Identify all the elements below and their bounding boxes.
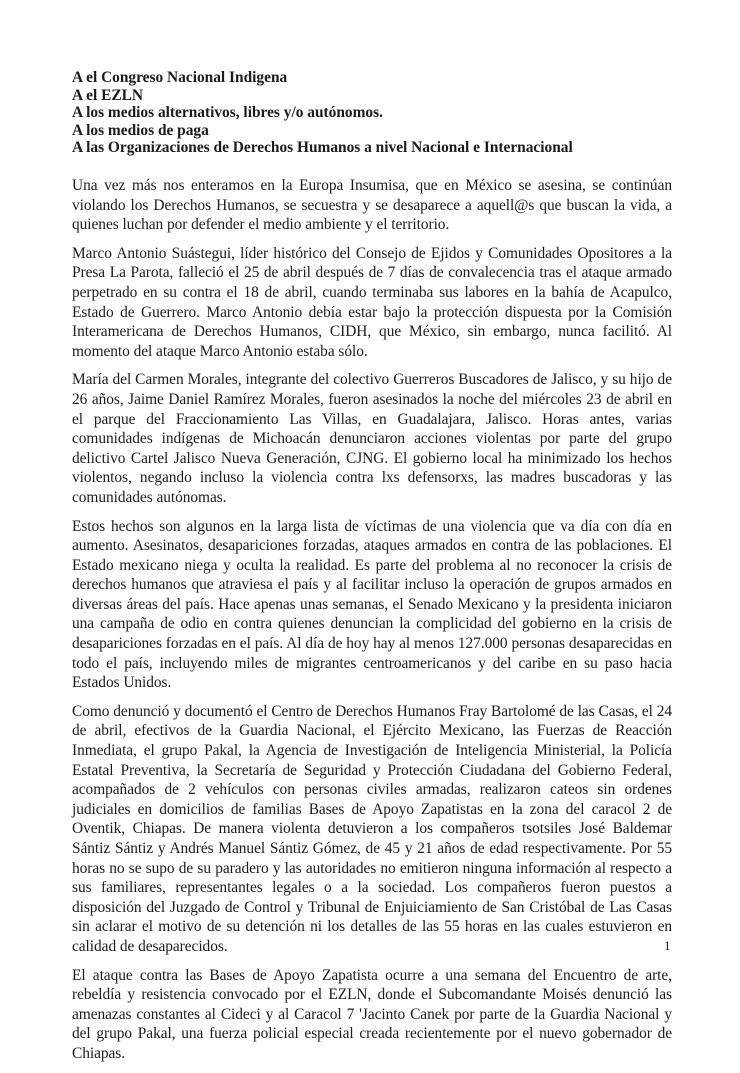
paragraph: Como denunció y documentó el Centro de Derechos Humanos Fray Bartolomé de las Casas, el 24 de abril, efectivos de la Guardia Nacional, el Ejército Mexicano, las Fuerzas de Reacción Inmediata, el grupo Pakal, la Agencia de Investigación de Inteligencia Ministerial, la Policía Estatal Preventiva, la Secretaría de Seguridad y Protección Ciudadana del Gobierno Federal, acompañados de 2 vehículos con personas civiles armadas, realizaron cateos sin ordenes judiciales en domicilios de familias Bases de Apoyo Zapatistas en la zona del caracol 2 de Oventik, Chiapas. De manera violenta detuvieron a los compañeros tsotsiles José Baldemar Sántiz Sántiz y Andrés Manuel Sántiz Gómez, de 45 y 21 años de edad respectivamente. Por 55 horas no se supo de su paradero y las autoridades no emitieron ninguna información al respecto a sus familiares, representantes legales o a la sociedad. Los compañeros fueron puestos a disposición del Juzgado de Control y Tribunal de Enjuiciamiento de San Cristóbal de Las Casas sin aclarar el motivo de su detención ni los detalles de las 55 horas en las cuales estuvieron en calidad de desaparecidos. <box>72 702 672 955</box>
letter-body <box>72 176 672 1073</box>
paragraph: Una vez más nos enteramos en la Europa Insumisa, que en México se asesina, se continúan violando los Derechos Humanos, se secuestra y se desaparece a aquell@s que buscan la vida, a quienes luchan por defender el medio ambiente y el territorio. <box>72 177 672 234</box>
addressee-line: A las Organizaciones de Derechos Humanos a nivel Nacional e Internacional <box>72 139 573 157</box>
paragraph: El ataque contra las Bases de Apoyo Zapatista ocurre a una semana del Encuentro de arte, rebeldía y resistencia convocado por el EZLN, donde el Subcomandante Moisés denunció las amenazas constantes al Cideci y al Caracol 7 'Jacinto Canek por parte de la Guardia Nacional y del grupo Pakal, una fuerza policial especial creada recientemente por el nuevo gobernador de Chiapas. <box>72 966 672 1062</box>
paragraph: Marco Antonio Suástegui, líder histórico del Consejo de Ejidos y Comunidades Opositores a la Presa La Parota, falleció el 25 de abril después de 7 días de convalecencia tras el ataque armado perpetrado en su contra el 18 de abril, cuando terminaba sus labores en la bahía de Acapulco, Estado de Guerrero. Marco Antonio debía estar bajo la protección dispuesta por la Comisión Interamericana de Derechos Humanos, CIDH, que México, sin embargo, nunca facilitó. Al momento del ataque Marco Antonio estaba sólo. <box>72 244 672 360</box>
addressee-line: A el Congreso Nacional Indigena <box>72 69 288 86</box>
addressee-line: A el EZLN <box>72 86 143 104</box>
paragraph: María del Carmen Morales, integrante del colectivo Guerreros Buscadores de Jalisco, y su hijo de 26 años, Jaime Daniel Ramírez Morales, fueron asesinados la noche del miércoles 23 de abril en el parque del Fraccionamiento Las Villas, en Guadalajara, Jalisco. Horas antes, varias comunidades indígenas de Michoacán denunciaron acciones violentas por parte del grupo delictivo Cartel Jalisco Nueva Generación, CJNG. El gobierno local ha minimizado los hechos violentos, negando incluso la violencia contra lxs defensorxs, las madres buscadoras y las comunidades autónomas. <box>72 371 672 506</box>
addressee-list <box>72 69 692 157</box>
addressee-line: A los medios de paga <box>72 121 209 139</box>
page-number: 1 <box>664 938 671 953</box>
addressee-line: A los medios alternativos, libres y/o autónomos. <box>72 104 383 122</box>
paragraph: Estos hechos son algunos en la larga lista de víctimas de una violencia que va día con día en aumento. Asesinatos, desapariciones forzadas, ataques armados en contra de las poblaciones. El Estado mexicano niega y oculta la realidad. Es parte del problema al no reconocer la crisis de derechos humanos que atraviesa el país y al facilitar incluso la operación de grupos armados en diversas áreas del país. Hace apenas unas semanas, el Senado Mexicano y la presidenta iniciaron una campaña de odio en contra quienes denuncian la complicidad del gobierno en la crisis de desapariciones forzadas en el país. Al día de hoy hay al menos 127.000 personas desaparecidas en todo el país, incluyendo miles de migrantes centroamericanos y del caribe en su paso hacia Estados Unidos. <box>72 517 672 692</box>
